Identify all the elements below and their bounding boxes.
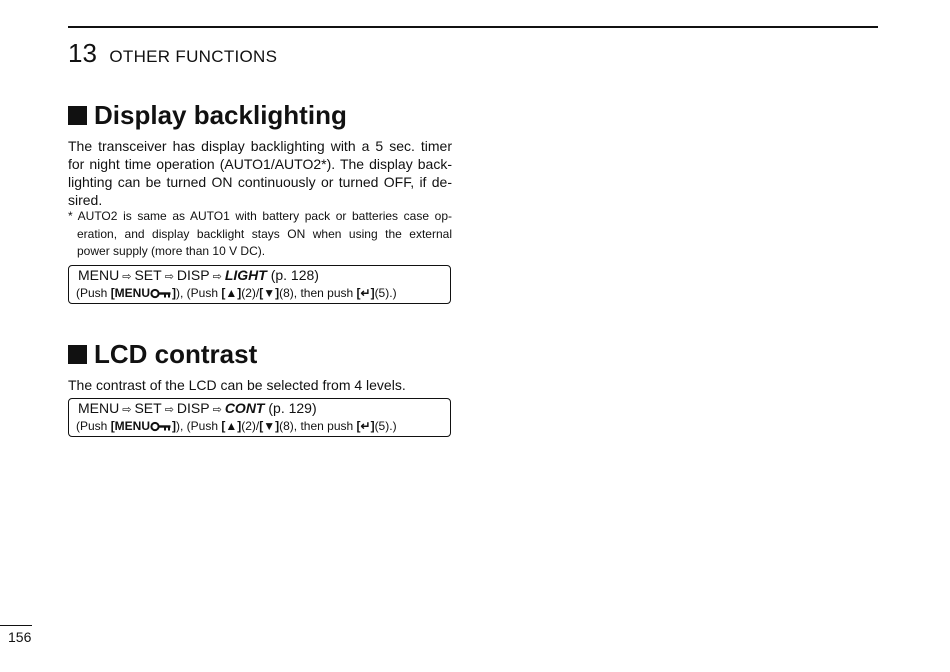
push-text: (8), then push xyxy=(279,419,357,433)
key-icon xyxy=(150,288,172,299)
header-rule xyxy=(68,26,878,28)
lcd-contrast-paragraph xyxy=(68,376,452,394)
chapter-header xyxy=(68,38,277,69)
path-step-set: SET xyxy=(134,400,162,416)
chapter-title: OTHER FUNCTIONS xyxy=(109,47,278,66)
push-text: (2)/ xyxy=(241,286,260,300)
section-heading-lcd-contrast xyxy=(68,339,257,370)
path-step-set: SET xyxy=(134,267,162,283)
arrow-right-icon: ⇨ xyxy=(122,271,132,283)
section-heading-backlighting xyxy=(68,100,347,131)
path-item-light: LIGHT xyxy=(224,267,267,283)
footer-rule xyxy=(0,625,32,626)
path-step-menu: MENU xyxy=(78,400,120,416)
menu-path-box-light xyxy=(68,265,451,304)
note-line: eration, and display backlight stays ON when using the external xyxy=(77,226,452,241)
page-reference: (p. 129) xyxy=(268,400,317,416)
push-text: ), (Push xyxy=(176,419,222,433)
down-key: [▼] xyxy=(259,286,280,300)
page-reference: (p. 128) xyxy=(270,267,319,283)
menu-key-label: [MENU xyxy=(110,286,151,300)
note-line: power supply (more than 10 V DC). xyxy=(77,244,266,258)
push-instructions xyxy=(76,286,397,300)
paragraph-line: The transceiver has display backlighting with a 5 sec. timer xyxy=(68,138,452,154)
auto2-footnote xyxy=(68,208,452,261)
enter-key: [↵] xyxy=(356,419,375,433)
square-bullet-icon xyxy=(68,345,87,364)
backlighting-paragraph xyxy=(68,137,452,209)
push-text: (5).) xyxy=(374,286,397,300)
chapter-number: 13 xyxy=(68,38,97,68)
menu-key-close: ] xyxy=(172,419,177,433)
note-line: * AUTO2 is same as AUTO1 with battery pack or batteries case op- xyxy=(68,209,452,223)
path-step-disp: DISP xyxy=(176,400,210,416)
section-title: Display backlighting xyxy=(94,100,347,130)
menu-path xyxy=(78,267,319,283)
arrow-right-icon: ⇨ xyxy=(212,404,222,416)
paragraph-line: for night time operation (AUTO1/AUTO2*). The display back- xyxy=(68,156,452,172)
arrow-right-icon: ⇨ xyxy=(122,404,132,416)
paragraph-line: sired. xyxy=(68,192,103,208)
arrow-right-icon: ⇨ xyxy=(164,271,174,283)
menu-path-box-cont xyxy=(68,398,451,437)
section-title: LCD contrast xyxy=(94,339,258,369)
push-text: (8), then push xyxy=(279,286,357,300)
square-bullet-icon xyxy=(68,106,87,125)
enter-key: [↵] xyxy=(356,286,375,300)
paragraph-line: lighting can be turned ON continuously or turned OFF, if de- xyxy=(68,174,452,190)
up-key: [▲] xyxy=(221,419,242,433)
push-instructions xyxy=(76,419,397,433)
paragraph-line: The contrast of the LCD can be selected from 4 levels. xyxy=(68,377,406,393)
push-text: (5).) xyxy=(374,419,397,433)
arrow-right-icon: ⇨ xyxy=(212,271,222,283)
page-number: 156 xyxy=(8,629,32,645)
push-text: (2)/ xyxy=(241,419,260,433)
key-icon xyxy=(150,421,172,432)
down-key: [▼] xyxy=(259,419,280,433)
path-item-cont: CONT xyxy=(224,400,265,416)
push-text: (Push xyxy=(76,286,111,300)
path-step-disp: DISP xyxy=(176,267,210,283)
up-key: [▲] xyxy=(221,286,242,300)
path-step-menu: MENU xyxy=(78,267,120,283)
menu-path xyxy=(78,400,317,416)
menu-key-close: ] xyxy=(172,286,177,300)
push-text: (Push xyxy=(76,419,111,433)
arrow-right-icon: ⇨ xyxy=(164,404,174,416)
push-text: ), (Push xyxy=(176,286,222,300)
menu-key-label: [MENU xyxy=(110,419,151,433)
